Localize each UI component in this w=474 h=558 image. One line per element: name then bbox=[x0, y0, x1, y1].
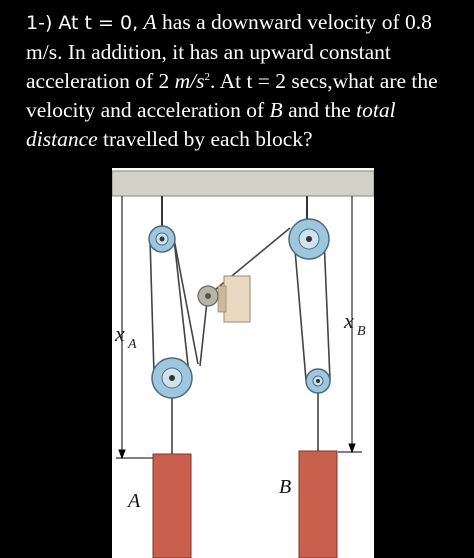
xa-label-subscript: A bbox=[128, 337, 137, 352]
question-part2: . At t = 2 secs,what are the velocity and acceleration of bbox=[26, 69, 438, 122]
question-prefix: 1-) At t = 0, bbox=[26, 12, 139, 34]
unit-exponent: 2 bbox=[204, 70, 210, 83]
block-a-label: A bbox=[128, 490, 141, 512]
accel-unit: m/s bbox=[174, 69, 205, 93]
question-part3: and the bbox=[282, 98, 357, 122]
xb-label-subscript: B bbox=[357, 324, 366, 339]
question-part4: travelled by each block? bbox=[97, 127, 313, 151]
xa-label: x bbox=[115, 321, 125, 346]
pulley-moving-b bbox=[306, 369, 330, 393]
total-distance-phrase: total distance bbox=[26, 98, 396, 151]
block-b-ref: B bbox=[269, 98, 283, 122]
pulley-top-left bbox=[149, 226, 175, 252]
pulley-diagram bbox=[112, 168, 374, 558]
block-a bbox=[153, 454, 191, 558]
question-text bbox=[26, 8, 466, 154]
block-a-ref: A bbox=[143, 10, 157, 34]
block-b bbox=[299, 451, 337, 558]
pulley-moving-a bbox=[152, 358, 192, 398]
question-part1: has a downward velocity of 0.8 m/s. In addition, it has an upward constant acceleration of 2 bbox=[26, 10, 432, 93]
pulley-top-right bbox=[289, 219, 329, 259]
xb-label: x bbox=[344, 308, 354, 333]
ceiling bbox=[112, 171, 374, 196]
block-b-label: B bbox=[279, 476, 292, 498]
